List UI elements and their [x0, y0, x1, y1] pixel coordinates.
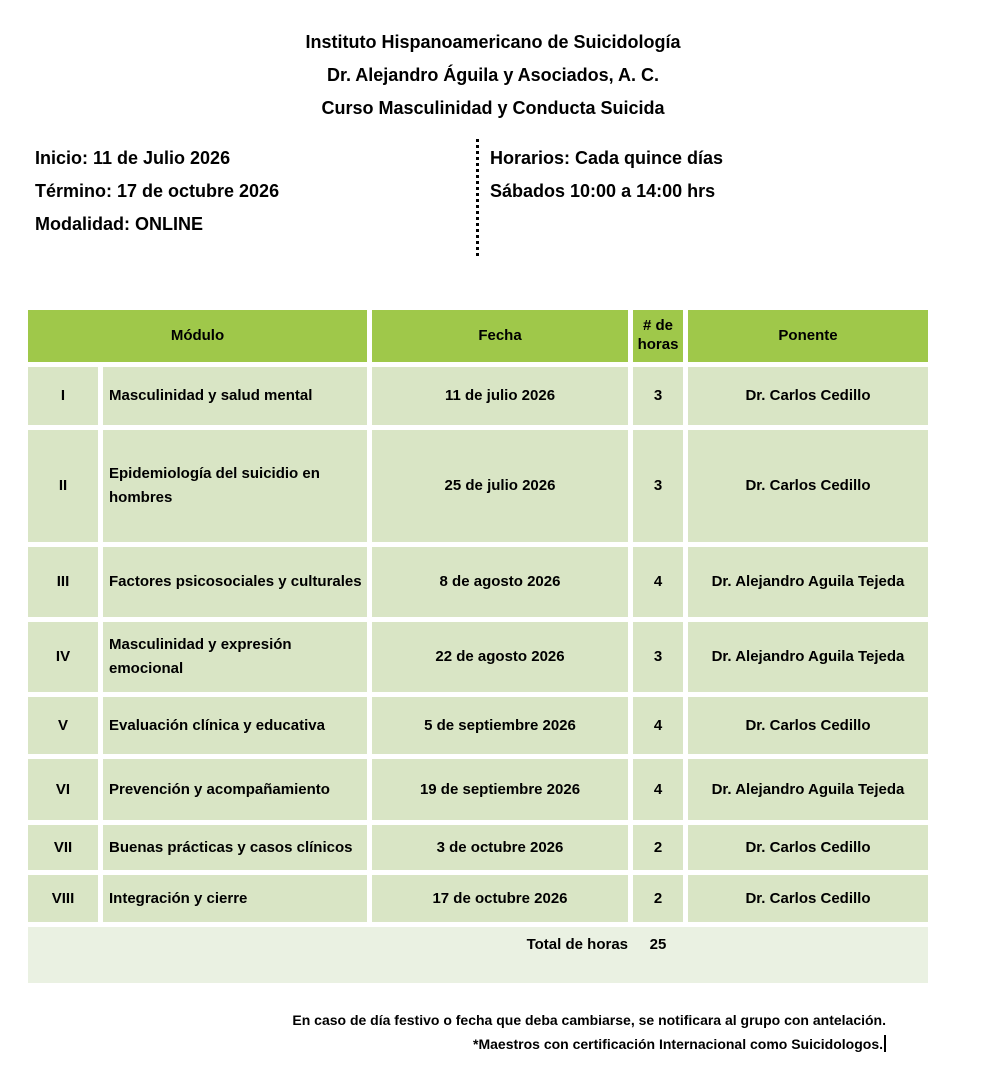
- module-name-cell: Prevención y acompañamiento: [103, 759, 367, 820]
- module-name-cell: Integración y cierre: [103, 875, 367, 922]
- total-label: Total de horas: [526, 936, 628, 953]
- module-number-cell: VI: [28, 759, 98, 820]
- date-cell: 19 de septiembre 2026: [372, 759, 628, 820]
- course-info-left: [35, 142, 279, 241]
- module-number-cell: I: [28, 367, 98, 425]
- title-line-course: Curso Masculinidad y Conducta Suicida: [321, 98, 665, 118]
- speaker-cell: Dr. Alejandro Aguila Tejeda: [688, 547, 928, 617]
- dotted-divider: [476, 139, 479, 259]
- col-header-horas: # de horas: [633, 310, 683, 362]
- module-name-cell: Masculinidad y expresión emocional: [103, 622, 367, 692]
- course-info-right: [490, 142, 723, 208]
- module-number-cell: V: [28, 697, 98, 754]
- info-horarios: Horarios: Cada quince días: [490, 148, 724, 168]
- info-modalidad: Modalidad: ONLINE: [35, 214, 203, 234]
- speaker-cell: Dr. Carlos Cedillo: [688, 875, 928, 922]
- module-number-cell: II: [28, 430, 98, 542]
- hours-cell: 4: [633, 547, 683, 617]
- footer-note-line-1: En caso de día festivo o fecha que deba cambiarse, se notificara al grupo con antelación.: [292, 1012, 886, 1028]
- info-termino: Término: 17 de octubre 2026: [35, 181, 280, 201]
- hours-cell: 4: [633, 697, 683, 754]
- info-sabados: Sábados 10:00 a 14:00 hrs: [490, 181, 716, 201]
- footer-note-line-2: *Maestros con certificación Internacional como Suicidologos.: [292, 1032, 886, 1056]
- date-cell: 3 de octubre 2026: [372, 825, 628, 870]
- date-cell: 22 de agosto 2026: [372, 622, 628, 692]
- speaker-cell: Dr. Alejandro Aguila Tejeda: [688, 759, 928, 820]
- hours-cell: 2: [633, 875, 683, 922]
- info-inicio: Inicio: 11 de Julio 2026: [35, 148, 231, 168]
- hours-cell: 4: [633, 759, 683, 820]
- title-line-doctor: Dr. Alejandro Águila y Asociados, A. C.: [326, 65, 660, 85]
- date-cell: 5 de septiembre 2026: [372, 697, 628, 754]
- speaker-cell: Dr. Carlos Cedillo: [688, 367, 928, 425]
- speaker-cell: Dr. Carlos Cedillo: [688, 697, 928, 754]
- hours-cell: 3: [633, 430, 683, 542]
- speaker-cell: Dr. Carlos Cedillo: [688, 430, 928, 542]
- col-header-modulo: Módulo: [28, 310, 367, 362]
- total-row: [28, 927, 928, 983]
- module-name-cell: Epidemiología del suicidio en hombres: [103, 430, 367, 542]
- module-name-cell: Factores psicosociales y culturales: [103, 547, 367, 617]
- module-number-cell: III: [28, 547, 98, 617]
- total-value: 25: [649, 936, 667, 953]
- document-title: [0, 26, 986, 125]
- speaker-cell: Dr. Carlos Cedillo: [688, 825, 928, 870]
- date-cell: 8 de agosto 2026: [372, 547, 628, 617]
- hours-cell: 2: [633, 825, 683, 870]
- speaker-cell: Dr. Alejandro Aguila Tejeda: [688, 622, 928, 692]
- course-schedule-table: [28, 310, 928, 983]
- date-cell: 11 de julio 2026: [372, 367, 628, 425]
- footer-note: [292, 1008, 886, 1056]
- col-header-ponente: Ponente: [688, 310, 928, 362]
- module-name-cell: Buenas prácticas y casos clínicos: [103, 825, 367, 870]
- module-number-cell: VIII: [28, 875, 98, 922]
- module-number-cell: IV: [28, 622, 98, 692]
- date-cell: 25 de julio 2026: [372, 430, 628, 542]
- date-cell: 17 de octubre 2026: [372, 875, 628, 922]
- module-name-cell: Masculinidad y salud mental: [103, 367, 367, 425]
- module-number-cell: VII: [28, 825, 98, 870]
- module-name-cell: Evaluación clínica y educativa: [103, 697, 367, 754]
- text-cursor-icon: [884, 1035, 886, 1052]
- title-line-institute: Instituto Hispanoamericano de Suicidología: [305, 32, 681, 52]
- col-header-fecha: Fecha: [372, 310, 628, 362]
- hours-cell: 3: [633, 367, 683, 425]
- hours-cell: 3: [633, 622, 683, 692]
